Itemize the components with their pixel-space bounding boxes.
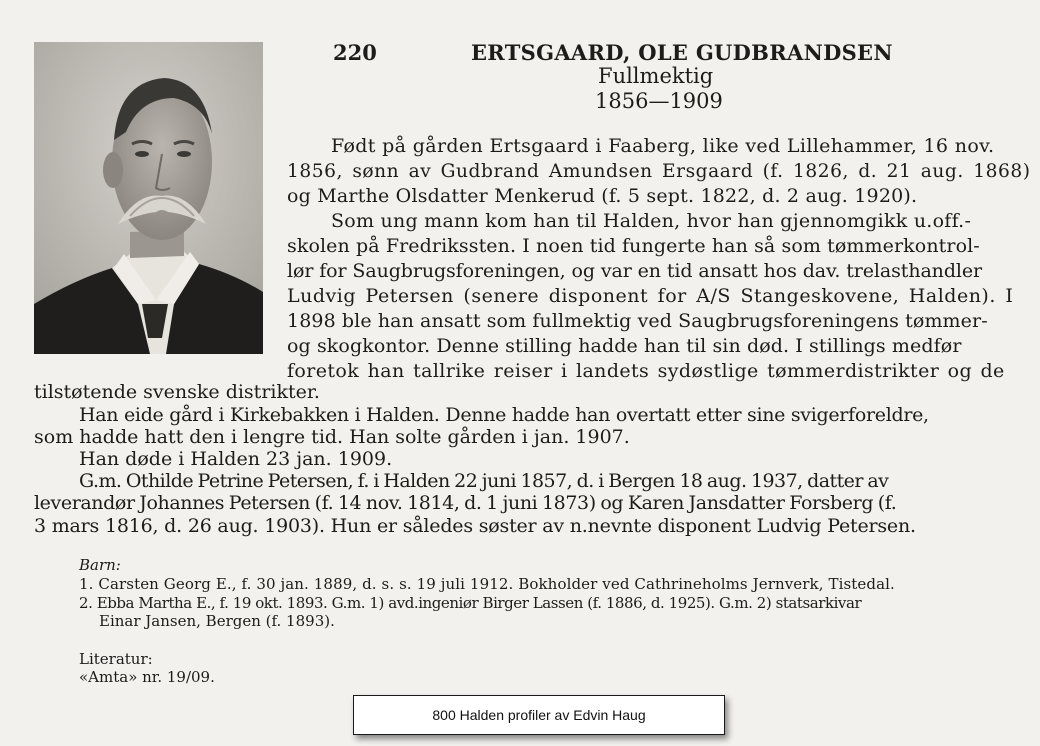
biography-line: 3 mars 1816, d. 26 aug. 1903). Hun er således søster av n.nevnte disponent Ludvig Petersen.: [34, 515, 916, 537]
literature-entry: «Amta» nr. 19/09.: [79, 668, 215, 686]
biography-line: og skogkontor. Denne stilling hadde han til sin død. I stillings medfør: [287, 335, 962, 357]
entry-name-heading: ERTSGAARD, OLE GUDBRANDSEN: [471, 40, 893, 65]
child-entry-continued: Einar Jansen, Bergen (f. 1893).: [99, 612, 335, 630]
page-number: 220: [333, 40, 377, 65]
footer-caption: 800 Halden profiler av Edvin Haug: [432, 707, 646, 723]
biography-line: 1856, sønn av Gudbrand Amundsen Ersgaard (f. 1826, d. 21 aug. 1868): [287, 160, 1031, 182]
entry-role: Fullmektig: [598, 64, 714, 88]
biography-line: leverandør Johannes Petersen (f. 14 nov. 1814, d. 1 juni 1873) og Karen Jansdatter Forsberg (f.: [34, 492, 897, 514]
portrait-photo: [34, 42, 263, 354]
biography-line: som hadde hatt den i lengre tid. Han solte gården i jan. 1907.: [34, 426, 630, 448]
biography-line: G.m. Othilde Petrine Petersen, f. i Halden 22 juni 1857, d. i Bergen 18 aug. 1937, datter av: [79, 470, 889, 492]
biography-line: Han eide gård i Kirkebakken i Halden. Denne hadde han overtatt etter sine svigerforeldre,: [79, 404, 929, 426]
children-heading: Barn:: [79, 556, 121, 574]
biography-line: skolen på Fredrikssten. I noen tid fungerte han så som tømmerkontrol-: [287, 235, 980, 257]
literature-heading: Literatur:: [79, 650, 153, 668]
portrait-illustration: [34, 42, 263, 354]
biography-line: Født på gården Ertsgaard i Faaberg, like ved Lillehammer, 16 nov.: [331, 135, 995, 157]
biography-line: tilstøtende svenske distrikter.: [34, 381, 320, 403]
biography-line: foretok han tallrike reiser i landets sydøstlige tømmerdistrikter og de: [287, 360, 1005, 382]
biography-line: lør for Saugbrugsforeningen, og var en tid ansatt hos dav. trelasthandler: [287, 260, 982, 282]
entry-years: 1856—1909: [595, 89, 723, 113]
biography-line: Ludvig Petersen (senere disponent for A/S Stangeskovene, Halden). I: [287, 285, 1014, 307]
biography-line: 1898 ble han ansatt som fullmektig ved Saugbrugsforeningens tømmer-: [287, 310, 988, 332]
biography-line: Som ung mann kom han til Halden, hvor han gjennomgikk u.off.-: [331, 210, 972, 232]
child-entry: 2. Ebba Martha E., f. 19 okt. 1893. G.m. 1) avd.ingeniør Birger Lassen (f. 1886, d. 1925). G.m. 2) statsarkivar: [79, 594, 862, 612]
biography-line: Han døde i Halden 23 jan. 1909.: [79, 448, 393, 470]
footer-caption-box: [353, 695, 725, 735]
biography-line: og Marthe Olsdatter Menkerud (f. 5 sept. 1822, d. 2 aug. 1920).: [287, 185, 918, 207]
child-entry: 1. Carsten Georg E., f. 30 jan. 1889, d. s. s. 19 juli 1912. Bokholder ved Cathrineholms Jernverk, Tistedal.: [79, 575, 895, 593]
